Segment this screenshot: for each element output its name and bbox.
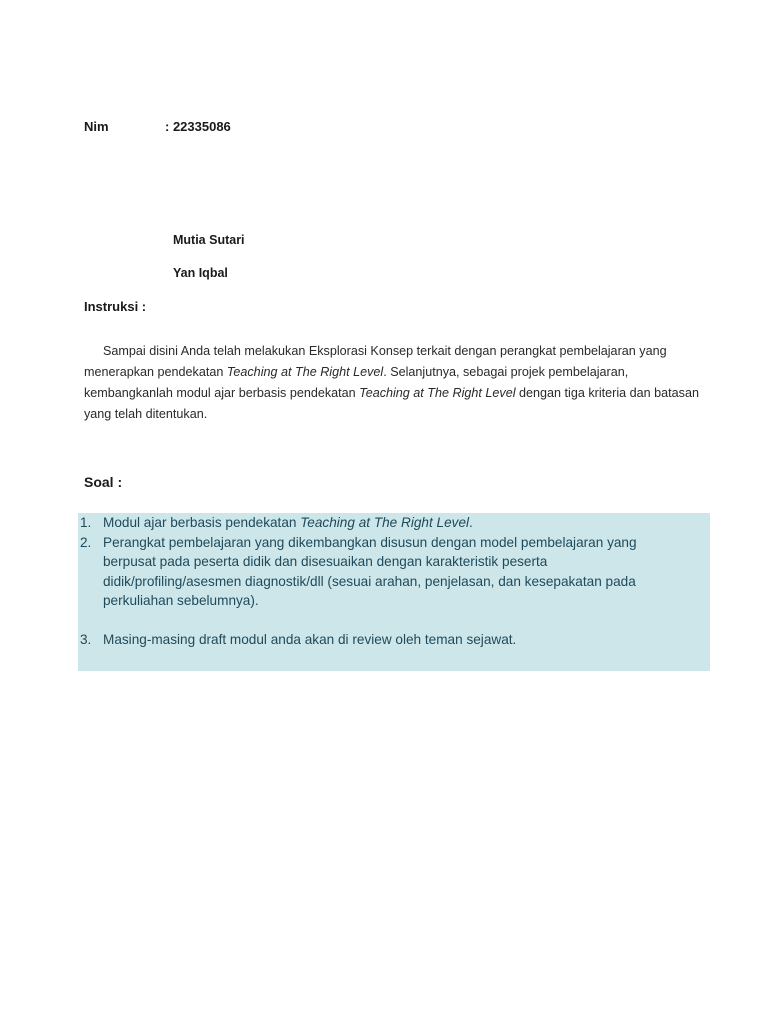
soal-item-suffix: . (469, 515, 473, 530)
soal-list (78, 513, 710, 650)
soal-item (78, 630, 688, 650)
soal-item (78, 513, 688, 533)
instruksi-text-2: . Selanjutnya, sebagai projek pembelajaran, kembangkanlah modul ajar berbasis pendekatan (84, 365, 629, 400)
member-name: Yan Iqbal (173, 266, 228, 280)
soal-box (78, 513, 710, 671)
soal-item (78, 533, 688, 611)
soal-item-number: 1. (80, 515, 92, 530)
soal-spacer (78, 611, 710, 630)
soal-item-emphasis: Teaching at The Right Level (300, 515, 470, 530)
instruksi-emphasis-1: Teaching at The Right Level (226, 365, 384, 379)
nim-label: Nim (84, 119, 109, 134)
member-name: Mutia Sutari (173, 233, 245, 247)
soal-heading: Soal : (84, 474, 123, 490)
instruksi-paragraph (84, 341, 699, 425)
soal-item-text: Modul ajar berbasis pendekatan (103, 515, 301, 530)
soal-item-text: Masing-masing draft modul anda akan di review oleh teman sejawat. (103, 631, 517, 647)
instruksi-text-1: Sampai disini Anda telah melakukan Eksplorasi Konsep terkait dengan perangkat pembelajaran yang menerapkan pendekatan (84, 344, 667, 379)
nim-value: : 22335086 (165, 119, 231, 134)
soal-item-number: 3. (80, 631, 92, 647)
instruksi-heading: Instruksi : (84, 299, 147, 314)
instruksi-emphasis-2: Teaching at The Right Level (359, 386, 516, 400)
instruksi-text-3: dengan tiga kriteria dan batasan yang telah ditentukan. (84, 386, 699, 421)
soal-item-text: Perangkat pembelajaran yang dikembangkan disusun dengan model pembelajaran yang berpusat pada peserta didik dan disesuaikan dengan karakteristik peserta didik/profiling/asesmen diagnostik/dll (sesuai arahan, penjelasan, dan kesepakatan pada perkuliahan sebelumnya). (103, 534, 637, 609)
soal-item-number: 2. (80, 534, 92, 550)
